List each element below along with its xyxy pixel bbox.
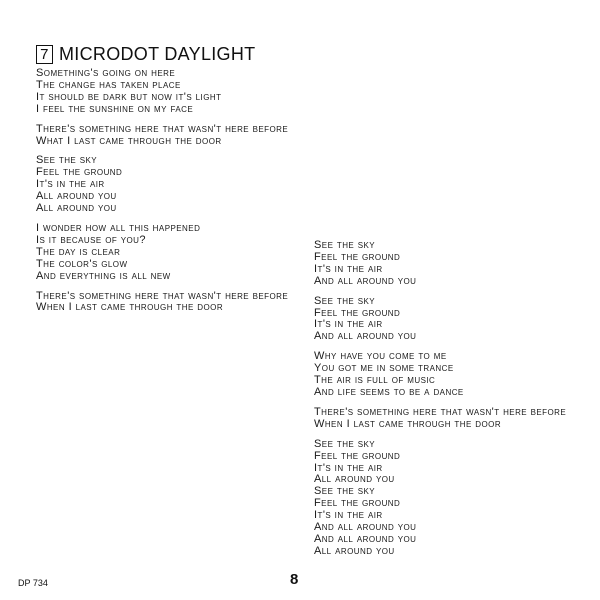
song-title	[36, 44, 255, 65]
stanza	[36, 124, 288, 148]
lyric-line: The color's glow	[36, 257, 128, 270]
lyric-line: And all around you	[314, 532, 417, 545]
lyric-line: There's something here that wasn't here before	[36, 122, 289, 135]
lyric-line: And everything is all new	[36, 269, 171, 282]
lyric-line: See the sky	[314, 294, 376, 307]
lyric-line: Why have you come to me	[314, 350, 447, 363]
stanza	[36, 223, 288, 283]
stanza	[314, 407, 566, 431]
lyric-line: The change has taken place	[36, 78, 181, 91]
lyric-line: I wonder how all this happened	[36, 221, 201, 234]
catalog-number: DP 734	[18, 578, 48, 588]
lyric-line: What I last came through the door	[36, 134, 222, 147]
lyric-line: Feel the ground	[36, 166, 123, 179]
lyric-line: Something's going on here	[36, 67, 176, 79]
lyric-line: All around you	[314, 544, 395, 557]
lyric-line: There's something here that wasn't here before	[36, 289, 289, 302]
lyric-line: The air is full of music	[314, 374, 436, 387]
lyric-line: When I last came through the door	[314, 417, 502, 430]
lyric-line: And all around you	[314, 521, 417, 534]
lyric-line: It's in the air	[314, 461, 383, 474]
lyric-line: The day is clear	[36, 245, 121, 258]
lyrics-left-column	[36, 68, 288, 322]
lyric-line: When I last came through the door	[36, 301, 224, 314]
lyric-line: And all around you	[314, 330, 417, 343]
lyric-line: See the sky	[314, 239, 376, 251]
lyric-line: It's in the air	[314, 262, 383, 275]
lyrics-right-column	[314, 240, 566, 566]
lyric-line: Feel the ground	[314, 497, 401, 510]
stanza	[36, 291, 288, 315]
stanza	[314, 240, 566, 288]
lyric-line: It's in the air	[314, 318, 383, 331]
lyric-line: You got me in some trance	[314, 362, 454, 375]
stanza	[314, 439, 566, 558]
stanza	[314, 351, 566, 399]
lyric-line: Feel the ground	[314, 306, 401, 319]
lyric-line: All around you	[36, 190, 117, 203]
page-number: 8	[290, 571, 299, 588]
lyric-line: I feel the sunshine on my face	[36, 102, 194, 115]
stanza	[314, 296, 566, 344]
lyric-line: All around you	[36, 202, 117, 215]
lyric-line: It's in the air	[314, 509, 383, 522]
lyric-line: It's in the air	[36, 178, 105, 191]
stanza	[36, 68, 288, 116]
lyric-line: It should be dark but now it's light	[36, 90, 222, 103]
lyric-line: See the sky	[314, 485, 376, 498]
song-title-text: MICRODOT DAYLIGHT	[59, 44, 256, 64]
lyric-line: See the sky	[36, 154, 98, 167]
lyric-line: See the sky	[314, 437, 376, 450]
stanza	[36, 155, 288, 215]
lyric-line: All around you	[314, 473, 395, 486]
lyric-line: Feel the ground	[314, 449, 401, 462]
lyric-line: And life seems to be a dance	[314, 385, 464, 398]
lyric-line: Feel the ground	[314, 250, 401, 263]
track-number-box: 7	[36, 45, 53, 64]
lyric-line: There's something here that wasn't here before	[314, 405, 567, 418]
lyric-line: And all around you	[314, 274, 417, 287]
lyric-line: Is it because of you?	[36, 233, 146, 246]
